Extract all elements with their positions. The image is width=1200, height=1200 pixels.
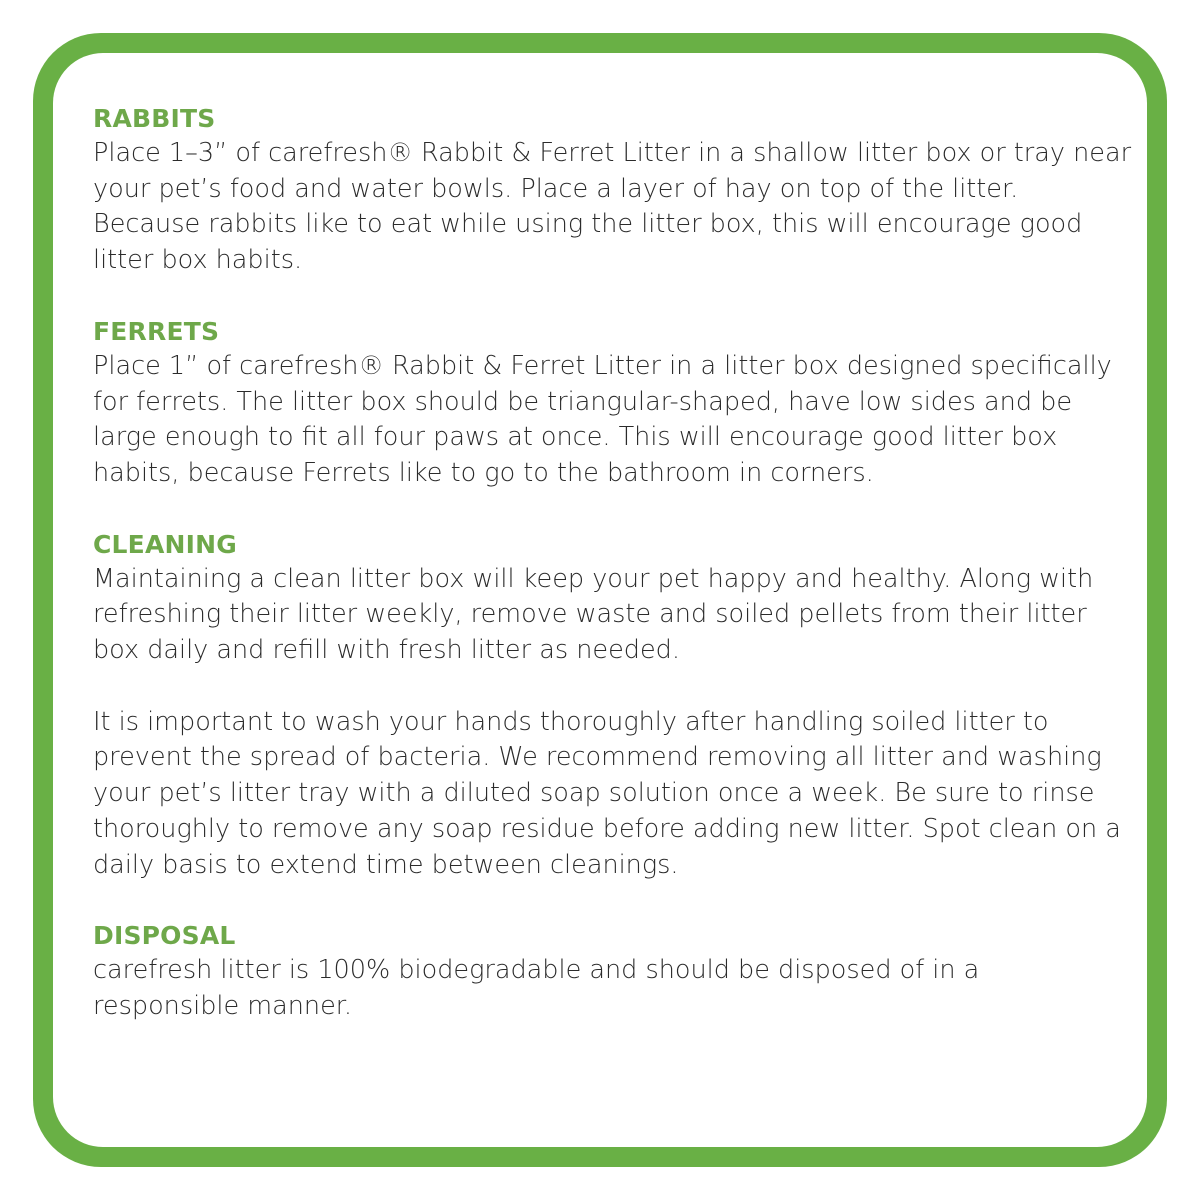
body-disposal: carefresh litter is 100% biodegradable and should be disposed of in a responsible manner. <box>93 955 980 1021</box>
body-cleaning-hygiene: It is important to wash your hands thoroughly after handling soiled litter to prevent the spread of bacteria. We recommend removing all litter and washing your pet’s litter tray with a diluted soap solution once a week. Be sure to rinse thoroughly to remove any soap residue before adding new litter. Spot clean on a daily basis to extend time between cleanings. <box>93 706 1121 880</box>
section-cleaning <box>93 528 1133 669</box>
section-ferrets <box>93 315 1133 492</box>
instructions-content <box>93 102 1133 1025</box>
heading-ferrets: FERRETS <box>93 316 220 346</box>
section-cleaning-hygiene <box>93 705 1133 884</box>
body-rabbits: Place 1–3” of carefresh® Rabbit & Ferret Litter in a shallow litter box or tray near your pet’s food and water bowls. Place a layer of hay on top of the litter. Because rabbits like to eat while using the litter box, this will encourage good litter box habits. <box>93 138 1132 276</box>
heading-disposal: DISPOSAL <box>93 921 236 951</box>
section-disposal <box>93 919 1133 1024</box>
body-ferrets: Place 1” of carefresh® Rabbit & Ferret Litter in a litter box designed specifically for ferrets. The litter box should be triangular-shaped, have low sides and be large enough to fit all four paws at once. This will encourage good litter box habits, because Ferrets like to go to the bathroom in corners. <box>93 350 1112 488</box>
body-cleaning: Maintaining a clean litter box will keep your pet happy and healthy. Along with refreshing their litter weekly, remove waste and soiled pellets from their litter box daily and refill with fresh litter as needed. <box>93 563 1094 666</box>
section-rabbits <box>93 102 1133 279</box>
heading-rabbits: RABBITS <box>93 104 216 133</box>
heading-cleaning: CLEANING <box>93 529 237 559</box>
